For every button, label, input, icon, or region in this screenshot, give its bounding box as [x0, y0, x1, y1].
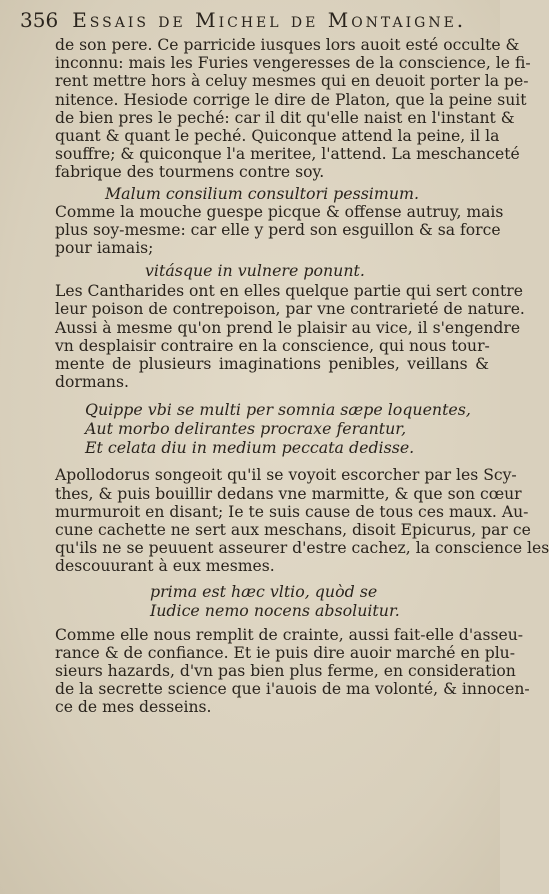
paragraph — [55, 282, 525, 392]
text-line: vn desplaisir contraire en la conscience, qui nous tour- — [55, 336, 490, 355]
page-number: 356 — [20, 8, 59, 32]
running-title: Essais de Michel de Montaigne. — [72, 8, 467, 32]
text-line: rance & de confiance. Et ie puis dire auoir marché en plu- — [55, 643, 515, 662]
text-line: Apollodorus songeoit qu'il se voyoit escorcher par les Scy- — [55, 466, 517, 485]
text-line: Les Cantharides ont en elles quelque partie qui sert contre — [55, 282, 523, 301]
latin-quotation: Malum consilium consultori pessimum. — [105, 183, 420, 203]
text-line: mente de plusieurs imaginations penibles, veillans & — [55, 355, 489, 374]
paragraph — [55, 36, 531, 182]
text-line: leur poison de contrepoison, par vne contrarieté de nature. — [55, 300, 525, 319]
paragraph — [55, 466, 549, 576]
text-line: dormans. — [55, 373, 129, 392]
text-line: rent mettre hors à celuy mesmes qui en deuoit porter la pe- — [55, 72, 529, 91]
text-line: Comme la mouche guespe picque & offense autruy, mais — [55, 202, 504, 221]
text-line: souffre; & quiconque l'a meritee, l'attend. La meschanceté — [55, 145, 520, 164]
latin-quotation: vitásque in vulnere ponunt. — [145, 261, 365, 281]
verse-line: prima est hæc vltio, quòd se — [150, 581, 378, 601]
text-line: de bien pres le peché: car il dit qu'elle naist en l'instant & — [55, 108, 515, 127]
text-line: Comme elle nous remplit de crainte, aussi fait-elle d'asseu- — [55, 625, 524, 644]
latin-verse — [55, 582, 489, 620]
text-line: qu'ils ne se peuuent asseurer d'estre cachez, la conscience les — [55, 539, 549, 558]
text-line: de son pere. Ce parricide iusques lors auoit esté occulte & — [55, 36, 520, 54]
body-text — [55, 36, 549, 717]
verse-line: Quippe vbi se multi per somnia sæpe loquentes, — [85, 400, 471, 420]
latin-verse — [55, 400, 489, 457]
text-line: sieurs hazards, d'vn pas bien plus ferme, en consideration — [55, 662, 516, 681]
verse-line: Iudice nemo nocens absoluitur. — [150, 600, 400, 620]
text-line: Aussi à mesme qu'on prend le plaisir au vice, il s'engendre — [55, 318, 521, 337]
verse-line: Aut morbo delirantes procraxe ferantur, — [85, 419, 407, 439]
text-line: cune cachette ne sert aux meschans, disoit Epicurus, par ce — [55, 521, 531, 540]
paragraph — [55, 202, 504, 258]
text-line: ce de mes desseins. — [55, 698, 212, 717]
text-line: murmuroit en disant; Ie te suis cause de tous ces maux. Au- — [55, 502, 529, 521]
text-line: fabrique des tourmens contre soy. — [55, 163, 325, 182]
text-line: pour iamais; — [55, 239, 154, 258]
text-line: plus soy-mesme: car elle y perd son esguillon & sa force — [55, 220, 501, 239]
text-line: inconnu: mais les Furies vengeresses de la conscience, le fi- — [55, 54, 531, 73]
text-line: quant & quant le peché. Quiconque attend la peine, il la — [55, 127, 500, 146]
text-line: descouurant à eux mesmes. — [55, 557, 275, 576]
paragraph — [55, 625, 530, 717]
text-line: thes, & puis bouillir dedans vne marmitte, & que son cœur — [55, 484, 522, 503]
text-line: de la secrette science que i'auois de ma volonté, & innocen- — [55, 680, 530, 699]
verse-line: Et celata diu in medium peccata dedisse. — [85, 438, 415, 458]
text-line: nitence. Hesiode corrige le dire de Platon, que la peine suit — [55, 90, 527, 109]
